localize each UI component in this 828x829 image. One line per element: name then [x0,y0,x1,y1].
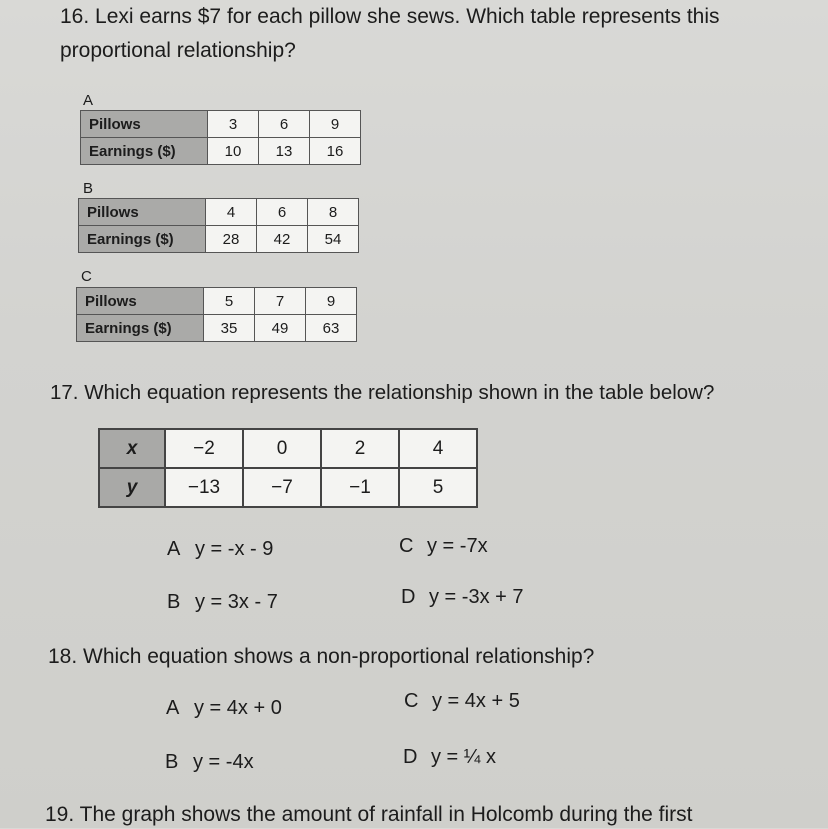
option-letter: D [403,746,418,768]
option-equation: y = ¼ x [431,746,497,768]
table-c-row1-header: Pillows [77,288,204,315]
q17-option-c [399,535,488,558]
q18-option-a [166,697,282,720]
table-cell: 54 [308,226,359,253]
question-19-text: 19. The graph shows the amount of rainfall in Holcomb during the first [45,803,693,826]
table-a-label: A [83,92,94,109]
x-header: x [99,429,165,468]
table-cell: 63 [306,315,357,342]
table-c-row2-header: Earnings ($) [77,315,204,342]
table-a-row1-header: Pillows [81,111,208,138]
option-letter: A [166,697,180,719]
option-letter: B [165,751,179,773]
option-equation: y = 3x - 7 [195,591,278,613]
option-equation: y = 4x + 0 [194,697,282,719]
table-cell: 35 [204,315,255,342]
table-cell: −13 [165,468,243,507]
table-row [99,429,477,468]
table-cell: 28 [206,226,257,253]
table-row [77,288,357,315]
question-17-text: 17. Which equation represents the relationship shown in the table below? [50,381,715,404]
q18-option-d [403,746,496,769]
table-cell: 7 [255,288,306,315]
table-cell: 16 [310,138,361,165]
table-cell: 49 [255,315,306,342]
table-row [99,468,477,507]
option-letter: D [401,586,416,608]
table-row [77,315,357,342]
option-letter: C [399,535,414,557]
option-equation: y = -3x + 7 [429,586,524,608]
q17-option-b [167,591,278,614]
table-cell: 5 [204,288,255,315]
option-letter: C [404,690,419,712]
table-b [78,198,359,253]
table-cell: 9 [310,111,361,138]
table-c-label: C [81,268,92,285]
question-18-text: 18. Which equation shows a non-proportional relationship? [48,645,595,668]
xy-table [98,428,478,508]
y-header: y [99,468,165,507]
option-letter: A [167,538,181,560]
q18-option-c [404,690,520,713]
table-row [81,111,361,138]
q17-option-a [167,538,273,561]
table-cell: −7 [243,468,321,507]
q17-option-d [401,586,524,609]
question-16-line-1: 16. Lexi earns $7 for each pillow she sews. Which table represents this [60,5,720,28]
table-cell: 0 [243,429,321,468]
table-cell: 8 [308,199,359,226]
table-a-row2-header: Earnings ($) [81,138,208,165]
table-cell: 42 [257,226,308,253]
table-row [79,226,359,253]
table-cell: −2 [165,429,243,468]
table-cell: 2 [321,429,399,468]
table-b-row2-header: Earnings ($) [79,226,206,253]
table-cell: 4 [399,429,477,468]
table-cell: 5 [399,468,477,507]
table-cell: 3 [208,111,259,138]
option-equation: y = -7x [427,535,488,557]
table-row [81,138,361,165]
table-cell: 13 [259,138,310,165]
option-equation: y = -4x [193,751,254,773]
option-letter: B [167,591,181,613]
table-cell: 4 [206,199,257,226]
table-cell: 6 [257,199,308,226]
table-cell: −1 [321,468,399,507]
table-cell: 10 [208,138,259,165]
table-b-label: B [83,180,94,197]
table-a [80,110,361,165]
option-equation: y = -x - 9 [195,538,274,560]
table-b-row1-header: Pillows [79,199,206,226]
table-cell: 9 [306,288,357,315]
option-equation: y = 4x + 5 [432,690,520,712]
q18-option-b [165,751,254,774]
table-cell: 6 [259,111,310,138]
table-row [79,199,359,226]
question-16-line-2: proportional relationship? [60,39,296,62]
table-c [76,287,357,342]
